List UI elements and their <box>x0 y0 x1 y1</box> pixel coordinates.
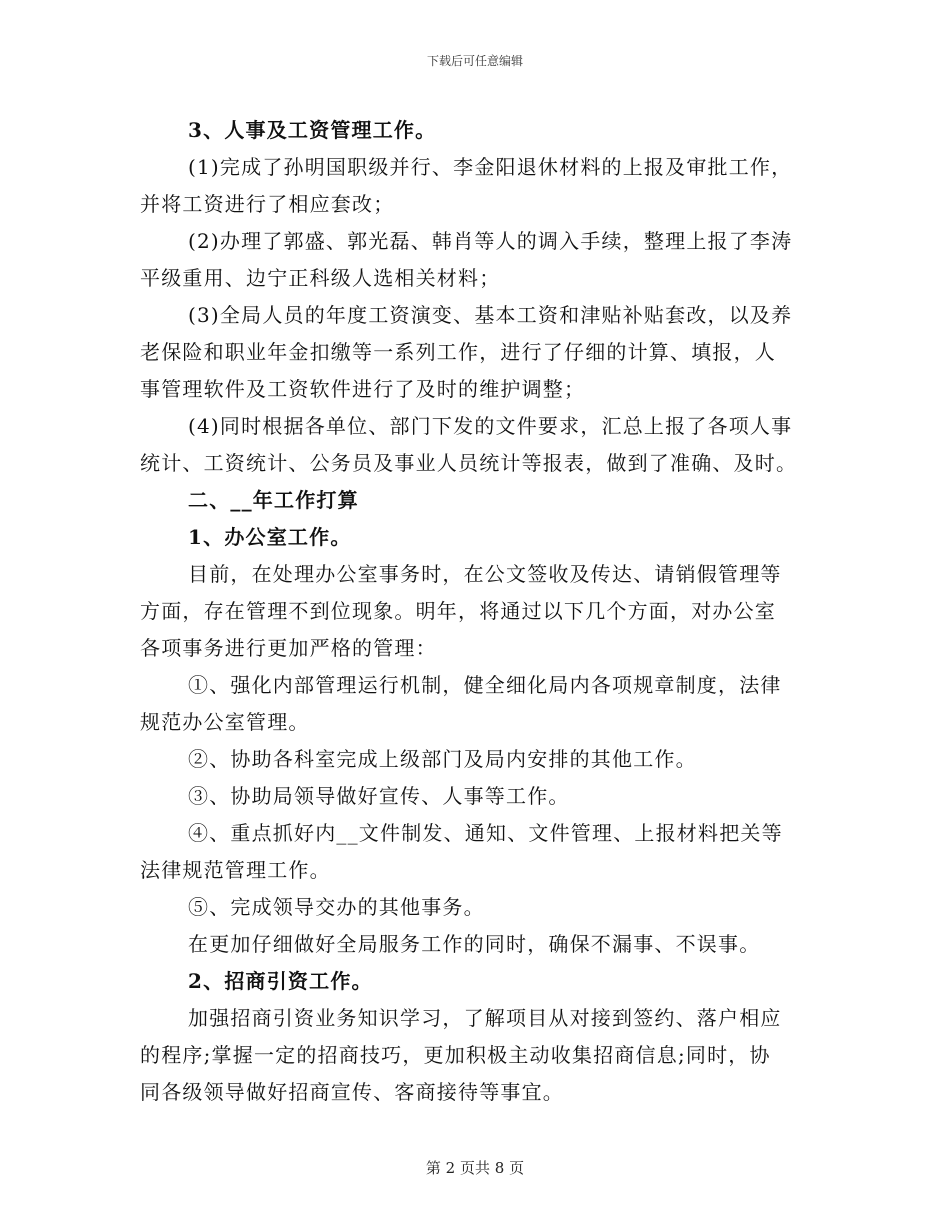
section-heading-hr-salary: 3、人事及工资管理工作。 <box>188 118 437 142</box>
page-footer: 第 2 页共 8 页 <box>425 1159 525 1177</box>
list-item: ③、协助局领导做好宣传、人事等工作。 <box>188 784 570 808</box>
paragraph-line: 的程序;掌握一定的招商技巧，更加积极主动收集招商信息;同时，协 <box>140 1043 771 1067</box>
section-heading-work-plan: 二、__年工作打算 <box>188 488 359 512</box>
paragraph-line: (1)完成了孙明国职级并行、李金阳退休材料的上报及审批工作， <box>188 155 793 179</box>
section-heading-office-work: 1、办公室工作。 <box>188 525 352 549</box>
paragraph-line: 方面，存在管理不到位现象。明年，将通过以下几个方面，对办公室 <box>140 599 776 623</box>
paragraph-line: 老保险和职业年金扣缴等一系列工作，进行了仔细的计算、填报，人 <box>140 340 776 364</box>
paragraph-line: 同各级领导做好招商宣传、客商接待等事宜。 <box>140 1080 564 1104</box>
paragraph-line: (4)同时根据各单位、部门下发的文件要求，汇总上报了各项人事 <box>188 414 793 438</box>
paragraph-line: 加强招商引资业务知识学习，了解项目从对接到签约、落户相应 <box>188 1006 782 1030</box>
paragraph-line: 统计、工资统计、公务员及事业人员统计等报表，做到了准确、及时。 <box>140 451 798 475</box>
paragraph-line: 在更加仔细做好全局服务工作的同时，确保不漏事、不误事。 <box>188 932 761 956</box>
paragraph-line: (2)办理了郭盛、郭光磊、韩肖等人的调入手续，整理上报了李涛 <box>188 229 793 253</box>
list-item: ④、重点抓好内__文件制发、通知、文件管理、上报材料把关等 <box>188 821 783 845</box>
paragraph-line: 规范办公室管理。 <box>140 710 310 734</box>
page-header: 下载后可任意编辑 <box>426 54 523 68</box>
paragraph-line: (3)全局人员的年度工资演变、基本工资和津贴补贴套改，以及养 <box>188 303 793 327</box>
list-item: ②、协助各科室完成上级部门及局内安排的其他工作。 <box>188 747 697 771</box>
paragraph-line: 法律规范管理工作。 <box>140 858 331 882</box>
section-heading-investment: 2、招商引资工作。 <box>188 969 373 993</box>
paragraph-line: 事管理软件及工资软件进行了及时的维护调整； <box>140 377 586 401</box>
list-item: ①、强化内部管理运行机制，健全细化局内各项规章制度，法律 <box>188 673 782 697</box>
document-body <box>140 112 812 1111</box>
paragraph-line: 目前，在处理办公室事务时，在公文签收及传达、请销假管理等 <box>188 562 782 586</box>
list-item: ⑤、完成领导交办的其他事务。 <box>188 895 485 919</box>
paragraph-line: 各项事务进行更加严格的管理： <box>140 636 437 660</box>
paragraph-line: 平级重用、边宁正科级人选相关材料； <box>140 266 501 290</box>
paragraph-line: 并将工资进行了相应套改； <box>140 192 395 216</box>
